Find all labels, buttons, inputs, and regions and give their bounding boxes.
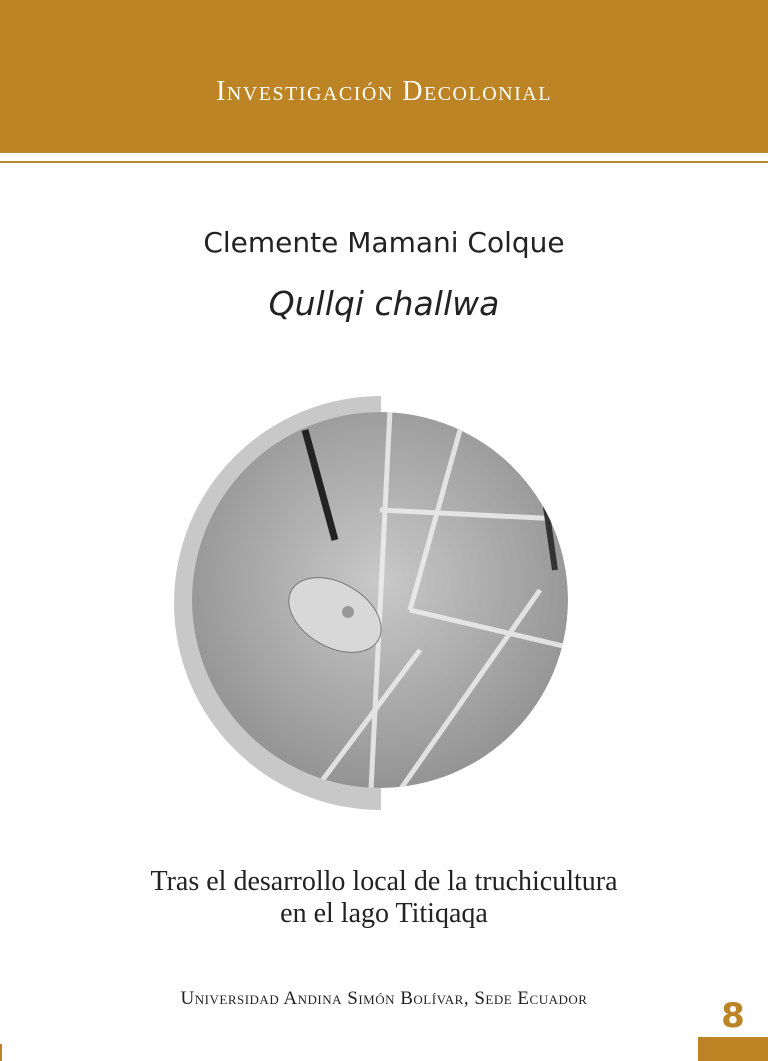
subtitle-line: en el lago Titiqaqa: [280, 898, 488, 929]
cover-photo: [160, 390, 600, 820]
number-bar: [698, 1037, 768, 1061]
author: Clemente Mamani Colque: [203, 226, 565, 259]
book-title: Qullqi challwa: [268, 284, 500, 323]
publisher: Universidad Andina Simón Bolívar, Sede Ecuador: [180, 988, 588, 1009]
divider: [0, 161, 768, 163]
series-number: 8: [721, 996, 745, 1036]
header-band: [0, 0, 768, 153]
series-name: Investigación Decolonial: [216, 76, 552, 107]
edge-mark: [0, 1044, 2, 1061]
subtitle-line: Tras el desarrollo local de la truchicultura: [150, 866, 618, 897]
subtitle: [0, 866, 768, 930]
